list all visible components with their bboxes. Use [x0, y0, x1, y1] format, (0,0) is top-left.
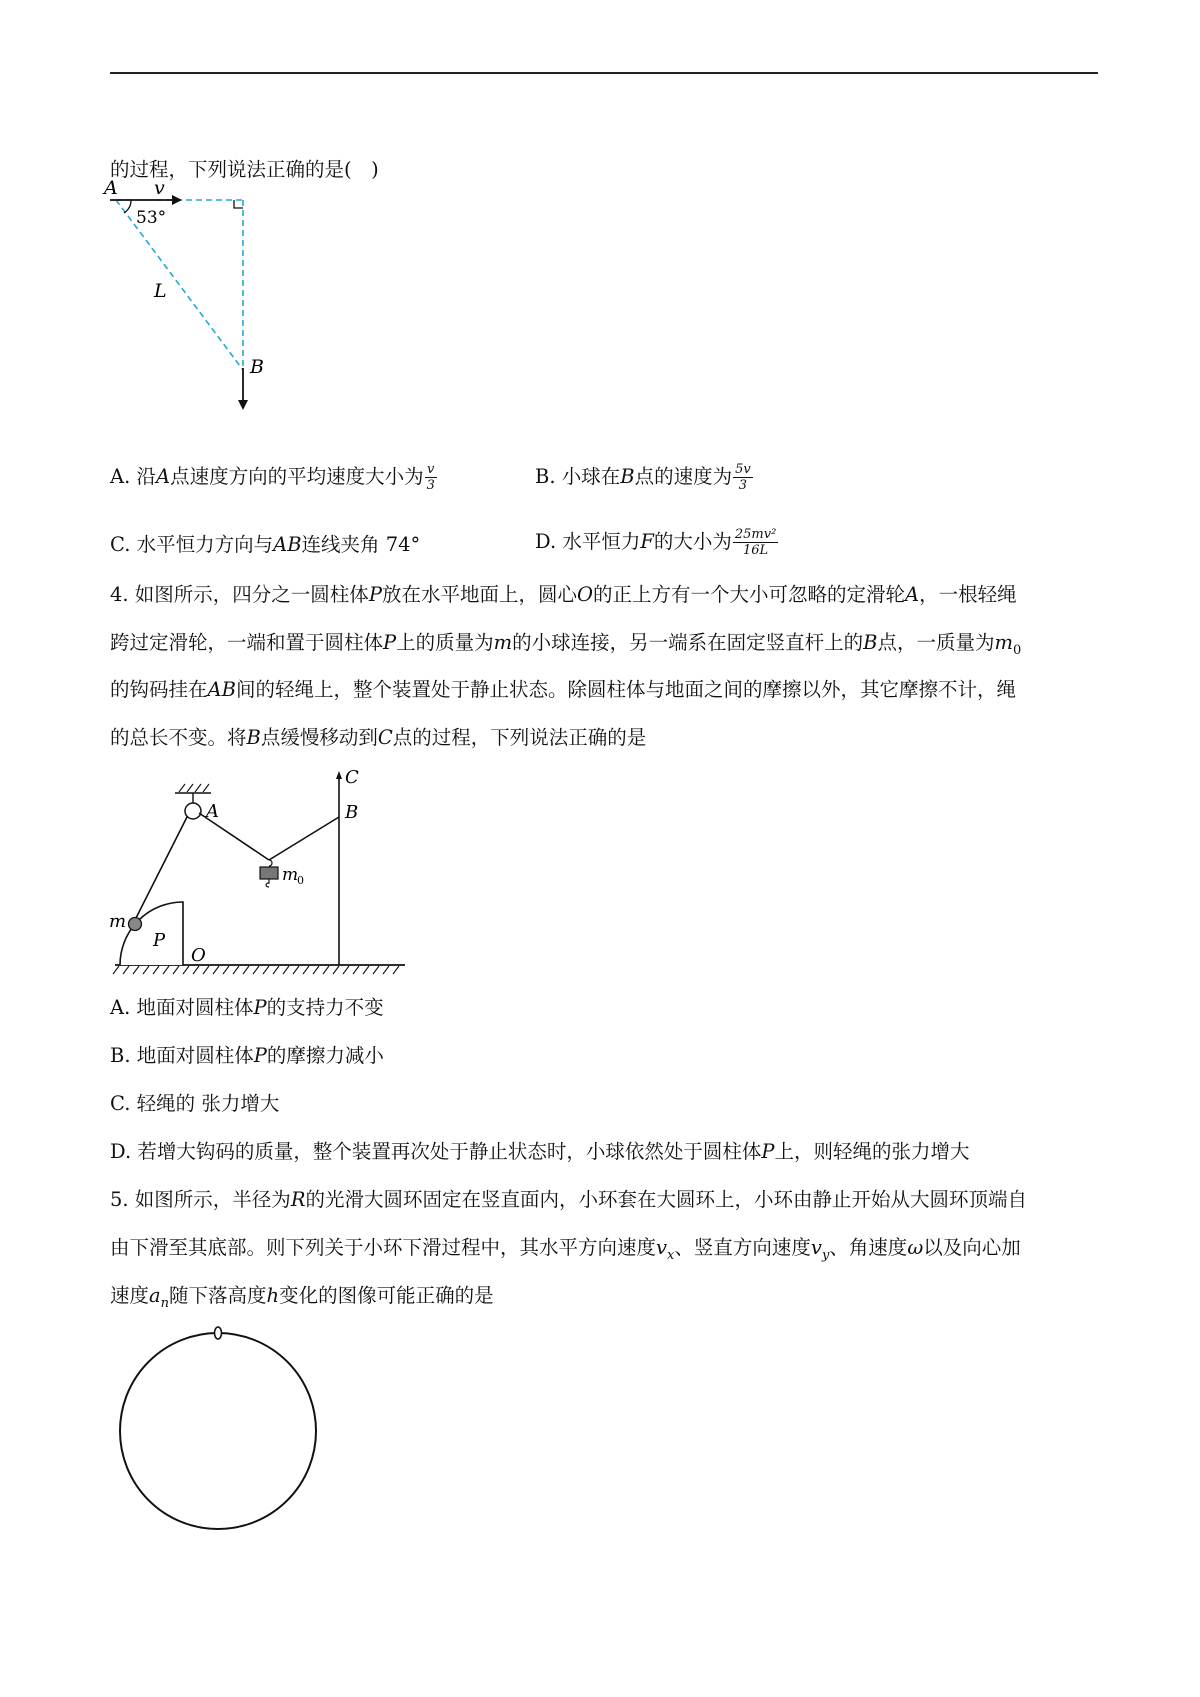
q4-label-o: O: [191, 945, 206, 966]
q3-label-l: L: [154, 280, 167, 302]
q4-label-c: C: [345, 767, 359, 788]
q3-label-b: B: [250, 356, 264, 378]
q4-stem-line-4: 的总长不变。将B点缓慢移动到C点的过程，下列说法正确的是: [110, 726, 647, 749]
q4-label-m: m: [109, 911, 127, 932]
q4-label-m0: m: [282, 865, 299, 885]
q5-stem-line-3: 速度$a_n$随下落高度h变化的图像可能正确的是: [110, 1284, 494, 1311]
q4-stem-line-3: 的钩码挂在AB间的轻绳上，整个装置处于静止状态。除圆柱体与地面之间的摩擦以外，其它摩擦不计，绳: [110, 678, 1016, 701]
q3-option-b: B. 小球在B点的速度为 $\frac{5v}{3}$: [535, 462, 751, 493]
q3-figure: [100, 180, 300, 450]
q4-stem-line-2: 跨过定滑轮，一端和置于圆柱体P上的质量为m的小球连接，另一端系在固定竖直杆上的B点，一质量为$m_0$: [110, 631, 1022, 658]
q3-option-a: A. 沿A点速度方向的平均速度大小为 $\frac{v}{3}$: [110, 462, 435, 493]
q4-label-a: A: [206, 801, 219, 822]
q3-label-v: v: [154, 180, 165, 199]
q4-stem-line-1: 4. 如图所示，四分之一圆柱体P放在水平地面上，圆心O的正上方有一个大小可忽略的定滑轮A，一根轻绳: [110, 583, 1017, 606]
q4-option-b: B. 地面对圆柱体P的摩擦力减小: [110, 1044, 384, 1067]
q3-option-c: C. 水平恒力方向与AB连线夹角 74°: [110, 533, 421, 556]
q4-label-b: B: [345, 802, 359, 823]
header-rule: [110, 72, 1098, 74]
q5-figure: [110, 1325, 330, 1535]
q4-label-p: P: [153, 930, 166, 951]
q4-option-d: D. 若增大钩码的质量，整个装置再次处于静止状态时，小球依然处于圆柱体P上，则轻绳的张力增大: [110, 1140, 970, 1163]
q4-figure: [105, 765, 415, 985]
q4-option-a: A. 地面对圆柱体P的支持力不变: [110, 996, 384, 1019]
q3-label-angle: 53°: [136, 208, 167, 228]
q4-option-c: C. 轻绳的 张力增大: [110, 1092, 280, 1115]
q5-stem-line-1: 5. 如图所示，半径为R的光滑大圆环固定在竖直面内，小环套在大圆环上，小环由静止开始从大圆环顶端自: [110, 1188, 1028, 1211]
q3-option-d: D. 水平恒力F的大小为 $\frac{\text{25mv²}}{16L}$: [535, 527, 777, 558]
q3-stem-tail: 的过程，下列说法正确的是( ): [110, 158, 379, 181]
q4-label-m0-sub: 0: [297, 874, 304, 887]
q5-stem-line-2: 由下滑至其底部。则下列关于小环下滑过程中，其水平方向速度$v_x$、竖直方向速度$v_y$、角速度ω以及向心加: [110, 1236, 1021, 1263]
q3-label-a: A: [104, 180, 118, 199]
